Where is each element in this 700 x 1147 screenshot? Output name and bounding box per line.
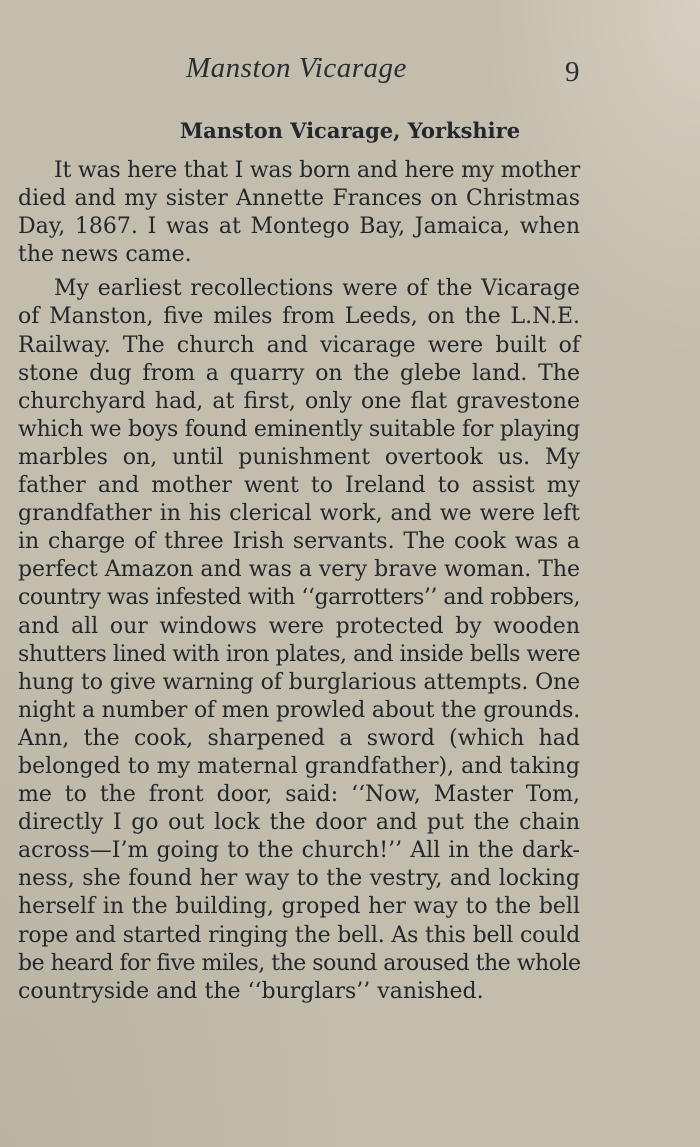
text-line: night a number of men prowled about the grounds. bbox=[18, 697, 580, 723]
text-line: countryside and the ‘‘burglars’’ vanished. bbox=[18, 978, 484, 1004]
page-number: 9 bbox=[565, 56, 580, 88]
section-heading: Manston Vicarage, Yorkshire bbox=[179, 118, 521, 143]
running-head bbox=[0, 52, 700, 92]
body-text bbox=[18, 157, 580, 1006]
text-line: belonged to my maternal grandfather), and taking bbox=[18, 753, 580, 779]
text-line: directly I go out lock the door and put the chain bbox=[18, 810, 580, 836]
running-title: Manston Vicarage bbox=[186, 52, 407, 84]
text-line: My earliest recollections were of the Vicarage bbox=[54, 276, 580, 302]
text-line: shutters lined with iron plates, and inside bells were bbox=[18, 641, 580, 667]
text-line: churchyard had, at first, only one flat gravestone bbox=[18, 388, 580, 414]
text-line: perfect Amazon and was a very brave woman. The bbox=[18, 557, 580, 583]
text-line: died and my sister Annette Frances on Christmas bbox=[18, 186, 580, 212]
text-line: marbles on, until punishment overtook us. My bbox=[18, 444, 580, 470]
text-line: across—I’m going to the church!’’ All in the dark- bbox=[18, 838, 580, 864]
text-line: which we boys found eminently suitable for playing bbox=[18, 416, 580, 442]
text-line: stone dug from a quarry on the glebe land. The bbox=[18, 360, 580, 386]
paragraph bbox=[18, 157, 580, 269]
text-line: herself in the building, groped her way to the bell bbox=[18, 894, 580, 920]
text-line: Day, 1867. I was at Montego Bay, Jamaica, when bbox=[18, 214, 580, 240]
text-line: ness, she found her way to the vestry, and locking bbox=[18, 866, 580, 892]
text-line: of Manston, five miles from Leeds, on the L.N.E. bbox=[18, 304, 580, 330]
text-line: hung to give warning of burglarious attempts. One bbox=[18, 669, 581, 695]
text-line: grandfather in his clerical work, and we were left bbox=[18, 501, 580, 527]
text-line: and all our windows were protected by wooden bbox=[18, 613, 580, 639]
text-line: rope and started ringing the bell. As this bell could bbox=[18, 922, 580, 948]
text-line: me to the front door, said: ‘‘Now, Master Tom, bbox=[18, 782, 580, 808]
text-line: Railway. The church and vicarage were built of bbox=[18, 332, 580, 358]
text-line: It was here that I was born and here my mother bbox=[54, 158, 580, 183]
text-line: in charge of three Irish servants. The cook was a bbox=[18, 529, 580, 555]
text-line: Ann, the cook, sharpened a sword (which had bbox=[18, 725, 580, 751]
paragraph bbox=[18, 275, 580, 1005]
text-line: country was infested with ‘‘garrotters’’ and robbers, bbox=[18, 585, 581, 611]
text-line: be heard for five miles, the sound aroused the whole bbox=[18, 950, 581, 976]
text-line: father and mother went to Ireland to assist my bbox=[18, 473, 580, 499]
text-line: the news came. bbox=[18, 242, 192, 268]
